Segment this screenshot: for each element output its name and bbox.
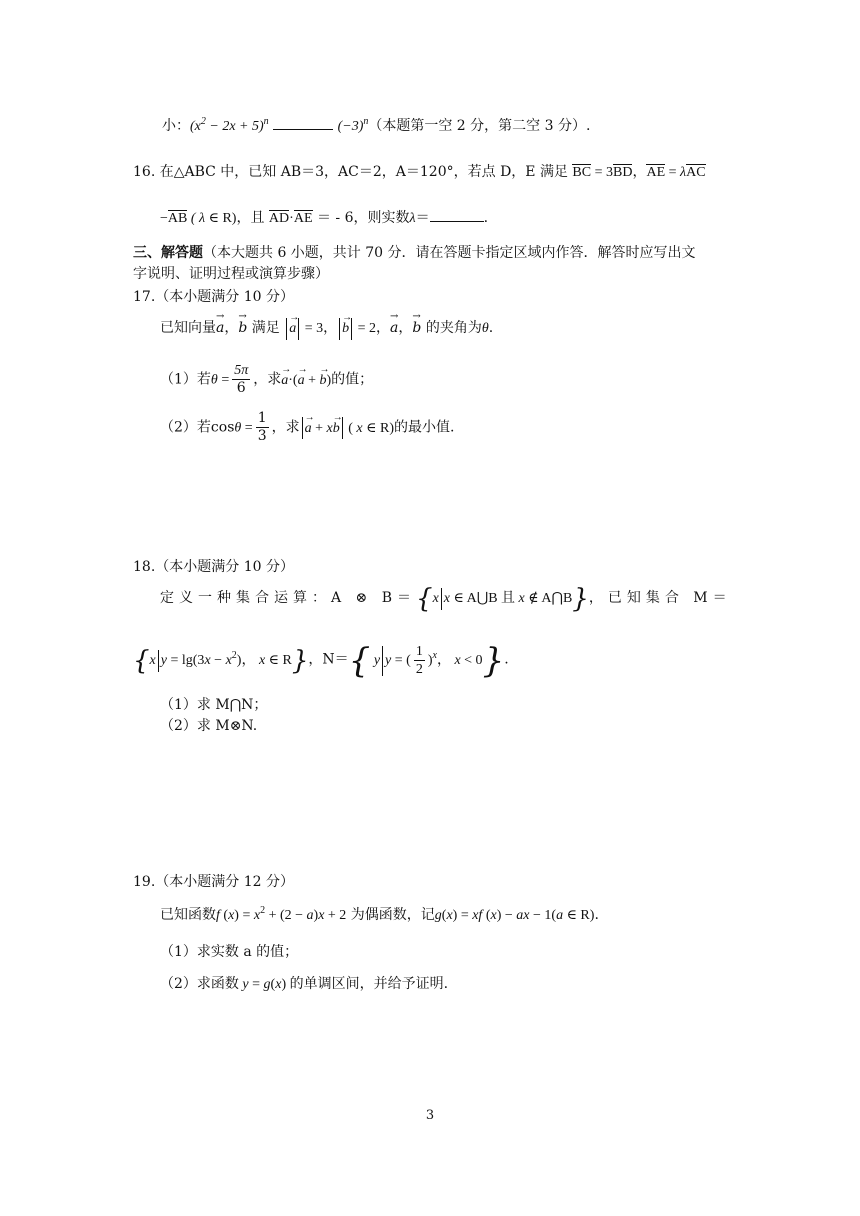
q18-known: ，已知集合 M＝ bbox=[588, 590, 732, 607]
q16-text2: 且 bbox=[250, 210, 265, 226]
section3-line2 bbox=[133, 264, 329, 284]
q16-lambda: λ bbox=[409, 211, 416, 226]
q19-f-def: f $(x) = x^2 + (2 - a)x + 2$ bbox=[216, 905, 347, 923]
q18-intro: 定义一种集合运算：A ⊗ B＝{x x ∈ A⋃B 且 x ∉ A⋂B}，已知集合 M＝ bbox=[160, 584, 732, 614]
q16-lambda-cond: ( λ ∈ R) bbox=[187, 211, 237, 226]
q16-vec-ae: AE = λAC bbox=[646, 165, 706, 180]
q16-line2: −AB ( λ ∈ R)，且 AD·AE ＝ - 6，则实数λ＝ . bbox=[160, 210, 489, 226]
q17-p1-ask: ，求 bbox=[253, 371, 282, 388]
q17-part1: （1）若θ = $\frac{5\pi}{6}$ ，求→ a·(→ a + → b)的值； bbox=[160, 362, 373, 397]
q16-text4: ＝ bbox=[415, 210, 430, 226]
q18-and: 且 bbox=[501, 590, 516, 607]
q18-set-m: {x $y = \lg(3x - x^2)$， x ∈ R} bbox=[133, 645, 309, 676]
vec-a: → a bbox=[216, 318, 224, 338]
q17-theta: θ bbox=[481, 321, 489, 337]
q16-line1: 16. 在△ABC 中，已知 AB＝3，AC＝2，A＝120°，若点 D，E 满足 BC = 3BD，AE = λAC bbox=[133, 164, 706, 180]
q19-part2 bbox=[160, 974, 448, 995]
q16-blank bbox=[430, 221, 484, 222]
q17-p2-expr: → a + x→ b ( x ∈ R) bbox=[300, 421, 394, 436]
q17-part2: （2）若cosθ = $\frac{1}{3}$ ，求→ a + x→ b ( x ∈ R)的最小值. bbox=[160, 410, 454, 445]
vec-a-2: → a bbox=[390, 318, 398, 338]
q15-line bbox=[162, 116, 590, 137]
q17-p1-label: （1）若 bbox=[160, 371, 211, 388]
q17-p1-end: 的值； bbox=[331, 371, 374, 388]
q16-vec-ab: −AB bbox=[160, 211, 188, 226]
q17-intro-text3: 的夹角为 bbox=[425, 320, 482, 337]
q17-frac-1-3: $\frac{1}{3}$ bbox=[257, 410, 267, 444]
q19-header: 19.（本小题满分 12 分） bbox=[133, 874, 294, 890]
q18-set-n: { y y = ( $\frac{1}{2}$ )$^x$， x < 0} bbox=[348, 640, 505, 681]
vec-b: → b bbox=[238, 318, 247, 338]
q18-n-label: ，N＝ bbox=[308, 651, 349, 668]
q18-intro-text: 定义一种集合运算：A ⊗ B＝ bbox=[160, 590, 417, 607]
q16-vec-bc: BC = 3BD bbox=[572, 165, 633, 180]
q17-intro-text: 已知向量 bbox=[160, 320, 216, 337]
q17-intro-text2: 满足 bbox=[251, 320, 280, 337]
q16-dot: AD·AE bbox=[268, 211, 313, 226]
q17-intro: 已知向量→ a，→ b 满足 → a = 3，→ b = 2，→ a，→ b 的夹角为θ. bbox=[160, 318, 493, 340]
section3-desc2: 字说明、证明过程或演算步骤） bbox=[133, 266, 329, 282]
q17-p2-end: 的最小值. bbox=[394, 419, 455, 436]
q15-prefix: 小： bbox=[162, 118, 190, 134]
q15-note: （本题第一空 2 分，第二空 3 分）. bbox=[368, 118, 591, 134]
section3-title: 三、解答题 bbox=[133, 245, 203, 261]
q15-expr2: $(-3)^n$ bbox=[337, 116, 369, 134]
q16-text3: ＝ - 6，则实数 bbox=[316, 210, 410, 226]
q19-intro-text: 已知函数 bbox=[160, 907, 216, 923]
q19-intro-text2: 为偶函数，记 bbox=[350, 907, 435, 923]
q18-part2: （2）求 M⊗N. bbox=[160, 718, 258, 734]
q18-def-set: {x x ∈ A⋃B bbox=[416, 584, 498, 614]
q17-frac-5pi-6: $\frac{5\pi}{6}$ bbox=[234, 363, 249, 396]
q19-p2-a: （2）求函数 bbox=[160, 976, 239, 992]
q17-p2-ask: ，求 bbox=[271, 419, 300, 436]
vec-b-2: → b bbox=[412, 318, 421, 338]
q19-p2-b: 的单调区间，并给予证明. bbox=[289, 976, 449, 992]
q19-g-def: g(x) = xf (x) − ax − 1(a ∈ R) bbox=[434, 908, 595, 923]
q15-blank bbox=[273, 129, 333, 130]
section3-line1 bbox=[133, 243, 696, 263]
q18-part1: （1）求 M⋂N； bbox=[160, 697, 268, 713]
q16-text1: 在△ABC 中，已知 AB＝3，AC＝2，A＝120°，若点 D，E 满足 bbox=[159, 164, 568, 180]
q19-y-eq-g: y = g(x) bbox=[238, 977, 287, 992]
q17-norm-a: → a = 3 bbox=[284, 321, 323, 336]
q15-expr1: $(x^2 - 2x + 5)^n$ bbox=[190, 116, 269, 134]
section3-desc1: （本大题共 6 小题，共计 70 分．请在答题卡指定区域内作答．解答时应写出文 bbox=[203, 245, 696, 261]
q16-number: 16. bbox=[133, 164, 160, 180]
q18-header: 18.（本小题满分 10 分） bbox=[133, 559, 294, 575]
q17-p1-expr: → a·(→ a + → b) bbox=[281, 373, 331, 388]
q19-part1: （1）求实数 a 的值； bbox=[160, 944, 299, 960]
q19-intro: 已知函数f $(x) = x^2 + (2 - a)x + 2$ 为偶函数，记g(x) = xf (x) − ax − 1(a ∈ R). bbox=[160, 905, 599, 923]
page-number: 3 bbox=[425, 1108, 435, 1123]
q17-p2-label: （2）若 bbox=[160, 419, 211, 436]
q17-header: 17.（本小题满分 10 分） bbox=[133, 289, 294, 305]
q17-norm-b: → b = 2 bbox=[337, 321, 376, 336]
q18-sets: {x $y = \lg(3x - x^2)$， x ∈ R}，N＝{ y y = ( $\frac{1}{2}$ )$^x$， x < 0}. bbox=[133, 640, 509, 681]
